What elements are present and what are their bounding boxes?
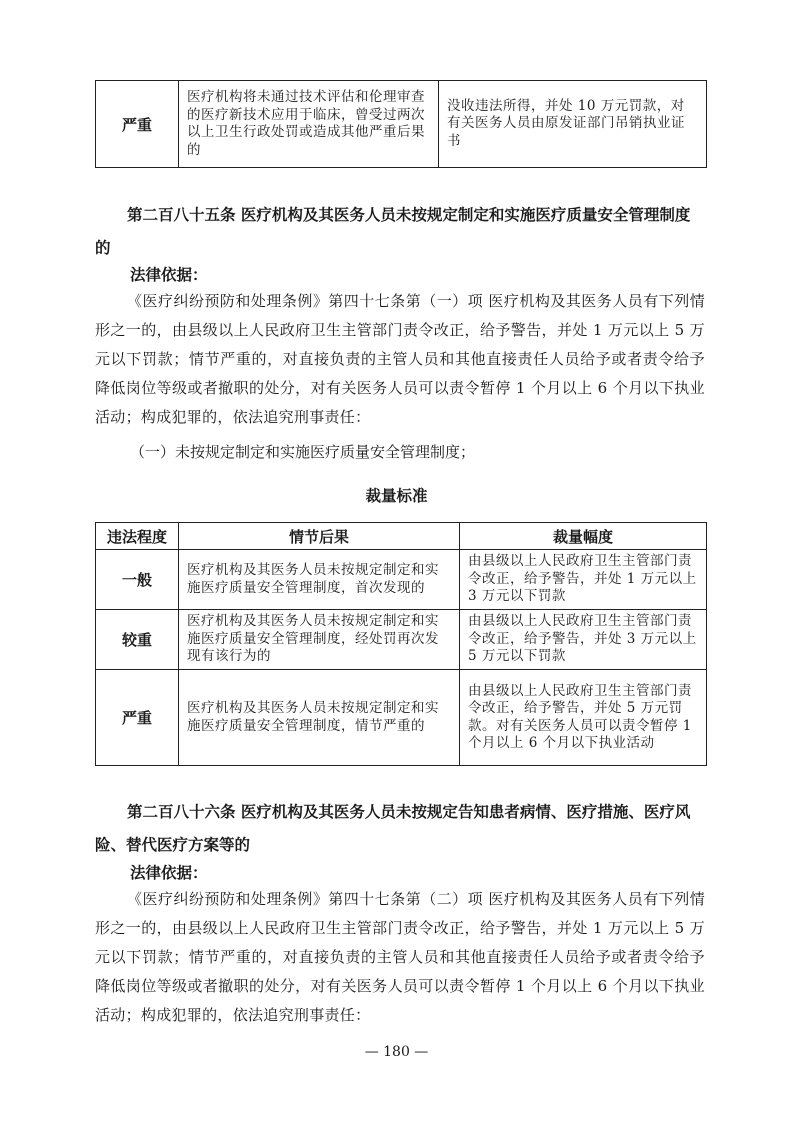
level-cell: 严重	[96, 81, 179, 168]
standard-title: 裁量标准	[365, 487, 428, 505]
top-penalty-table	[95, 80, 707, 168]
table-row	[96, 550, 707, 610]
discretion-table	[95, 522, 707, 766]
table-row	[96, 610, 707, 670]
penalty-cell: 没收违法所得，并处 10 万元罚款，对有关医务人员由原发证部门吊销执业证书	[439, 81, 707, 168]
table-header-row	[96, 523, 707, 550]
legal-basis-text: 《医疗纠纷预防和处理条例》第四十七条第（二）项 医疗机构及其医务人员有下列情形之一的，由县级以上人民政府卫生主管部门责令改正，给予警告，并处 1 万元以上 5 万元以下罚款；情节严重的，对直接负责的主管人员和其他直接责任人员给予或者责令给予降低岗位等级或者撤职的处分，对有关医务人员可以责令暂停 1 个月以上 6 个月以下执业活动；构成犯罪的，依法追究刑事责任：	[95, 890, 705, 1024]
level-cell: 较重	[96, 610, 179, 670]
circumstance-cell: 医疗机构将未通过技术评估和伦理审查的医疗新技术应用于临床，曾受过两次以上卫生行政处罚或造成其他严重后果的	[179, 81, 439, 168]
header-penalty: 裁量幅度	[460, 523, 707, 550]
page-number: — 180 —	[364, 1044, 429, 1060]
level-cell: 一般	[96, 550, 179, 610]
legal-basis-text: 《医疗纠纷预防和处理条例》第四十七条第（一）项 医疗机构及其医务人员有下列情形之一的，由县级以上人民政府卫生主管部门责令改正，给予警告，并处 1 万元以上 5 万元以下罚款；情节严重的，对直接负责的主管人员和其他直接责任人员给予或者责令给予降低岗位等级或者撤职的处分，对有关医务人员可以责令暂停 1 个月以上 6 个月以下执业活动；构成犯罪的，依法追究刑事责任：	[95, 292, 705, 426]
level-cell: 严重	[96, 670, 179, 766]
header-circumstance: 情节后果	[179, 523, 460, 550]
header-level: 违法程度	[96, 523, 179, 550]
circumstance-cell: 医疗机构及其医务人员未按规定制定和实施医疗质量安全管理制度，情节严重的	[179, 670, 460, 766]
legal-basis-label: 法律依据：	[130, 864, 208, 882]
circumstance-cell: 医疗机构及其医务人员未按规定制定和实施医疗质量安全管理制度，首次发现的	[179, 550, 460, 610]
legal-basis-label: 法律依据：	[130, 266, 208, 284]
legal-basis-item: （一）未按规定制定和实施医疗质量安全管理制度；	[130, 443, 476, 461]
article-285-title: 第二百八十五条 医疗机构及其医务人员未按规定制定和实施医疗质量安全管理制度的	[95, 206, 691, 257]
table-row	[96, 670, 707, 766]
table-row	[96, 81, 707, 168]
penalty-cell: 由县级以上人民政府卫生主管部门责令改正，给予警告，并处 3 万元以上 5 万元以下罚款	[460, 610, 707, 670]
penalty-cell: 由县级以上人民政府卫生主管部门责令改正，给予警告，并处 1 万元以上 3 万元以下罚款	[460, 550, 707, 610]
circumstance-cell: 医疗机构及其医务人员未按规定制定和实施医疗质量安全管理制度，经处罚再次发现有该行为的	[179, 610, 460, 670]
penalty-cell: 由县级以上人民政府卫生主管部门责令改正，给予警告，并处 5 万元罚款。对有关医务人员可以责令暂停 1 个月以上 6 个月以下执业活动	[460, 670, 707, 766]
article-286-title: 第二百八十六条 医疗机构及其医务人员未按规定告知患者病情、医疗措施、医疗风险、替代医疗方案等的	[95, 803, 691, 854]
